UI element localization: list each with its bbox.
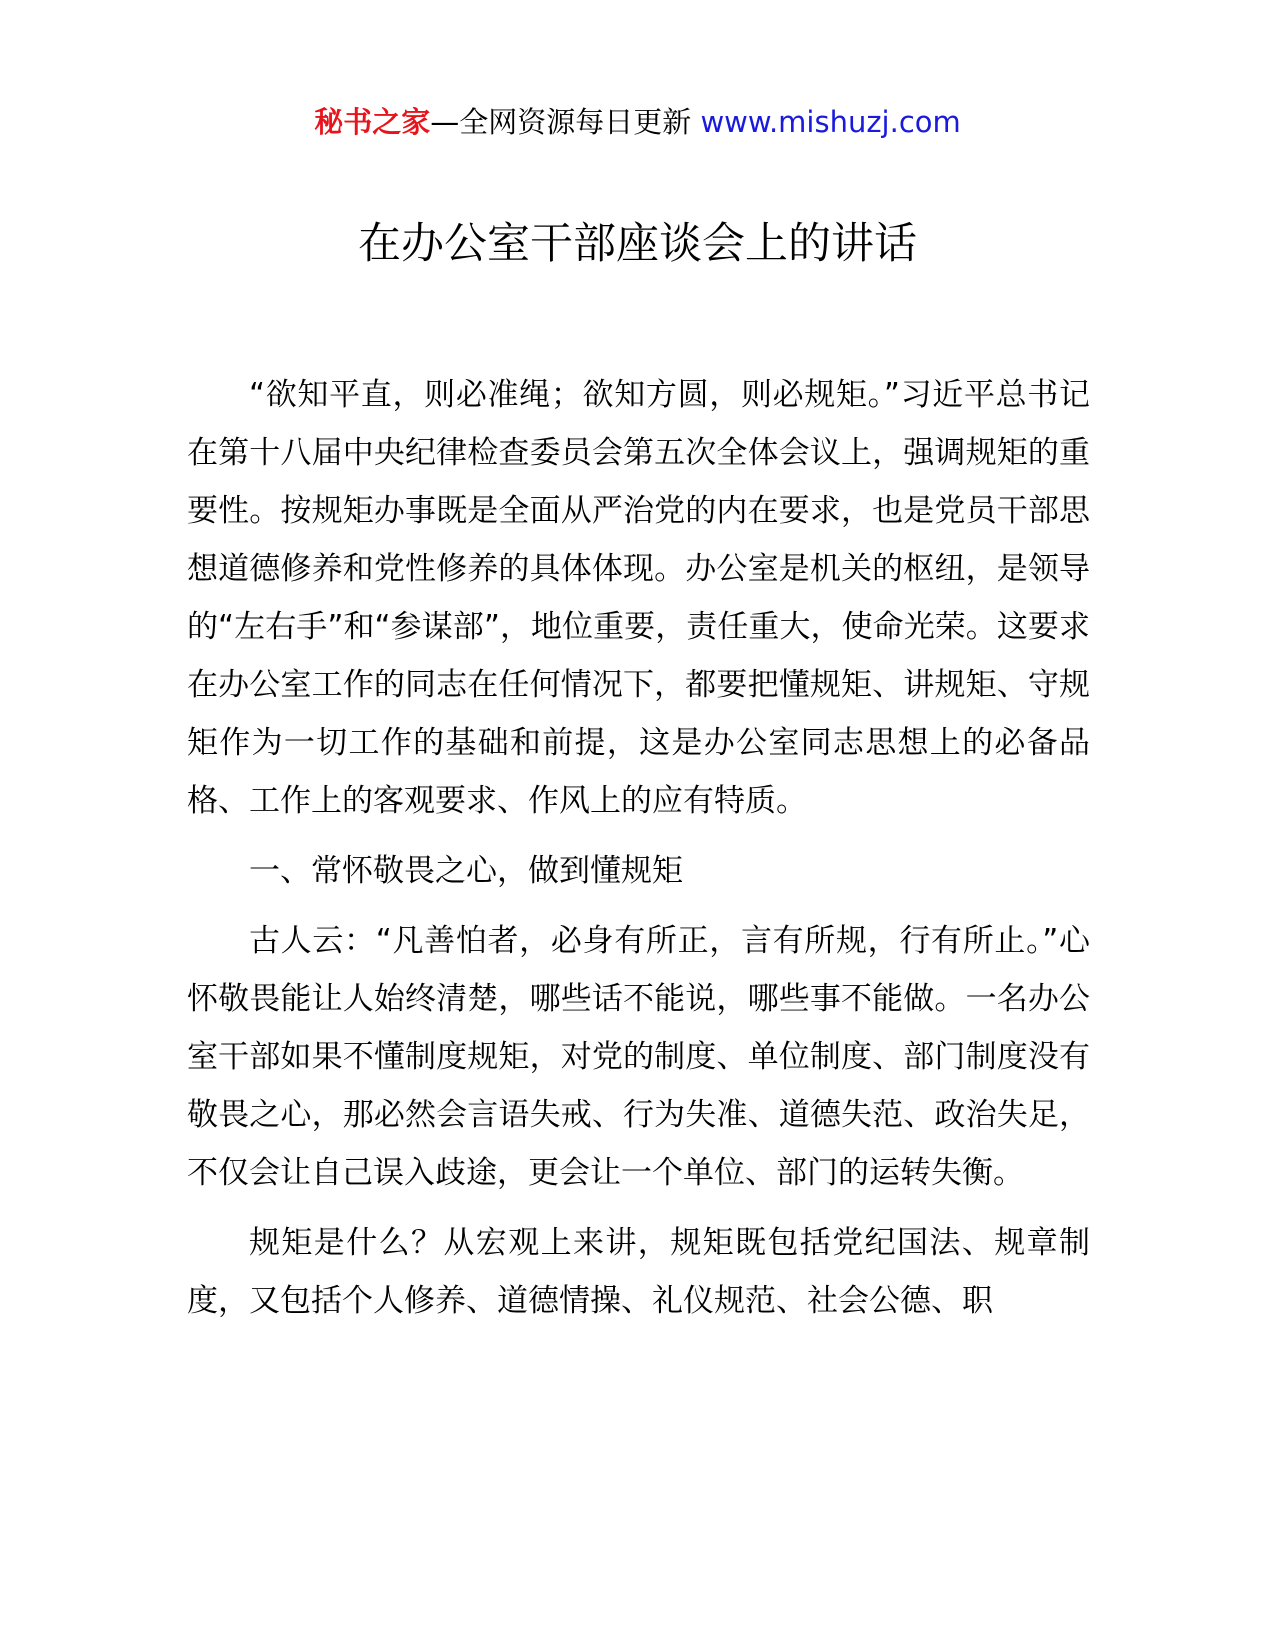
section-heading-1: 一、常怀敬畏之心，做到懂规矩 bbox=[249, 853, 683, 889]
site-url-link[interactable]: www.mishuzj.com bbox=[700, 105, 961, 139]
document-title: 在办公室干部座谈会上的讲话 bbox=[358, 219, 917, 269]
section1-paragraph-2: 规矩是什么？从宏观上来讲，规矩既包括党纪国法、规章制度，又包括个人修养、道德情操、礼仪规范、社会公德、职 bbox=[187, 1225, 1090, 1319]
document-body bbox=[187, 366, 1090, 1330]
header-tagline: —全网资源每日更新 bbox=[430, 105, 701, 139]
brand-name: 秘书之家 bbox=[314, 105, 431, 139]
site-header bbox=[0, 100, 1275, 144]
intro-paragraph: “欲知平直，则必准绳；欲知方圆，则必规矩。”习近平总书记在第十八届中央纪律检查委员会第五次全体会议上，强调规矩的重要性。按规矩办事既是全面从严治党的内在要求，也是党员干部思想道德修养和党性修养的具体体现。办公室是机关的枢纽，是领导的“左右手”和“参谋部”，地位重要，责任重大，使命光荣。这要求在办公室工作的同志在任何情况下，都要把懂规矩、讲规矩、守规矩作为一切工作的基础和前提，这是办公室同志思想上的必备品格、工作上的客观要求、作风上的应有特质。 bbox=[187, 377, 1090, 819]
section1-paragraph-1: 古人云：“凡善怕者，必身有所正，言有所规，行有所止。”心怀敬畏能让人始终清楚，哪些话不能说，哪些事不能做。一名办公室干部如果不懂制度规矩，对党的制度、单位制度、部门制度没有敬畏之心，那必然会言语失戒、行为失准、道德失范、政治失足，不仅会让自己误入歧途，更会让一个单位、部门的运转失衡。 bbox=[187, 923, 1090, 1191]
